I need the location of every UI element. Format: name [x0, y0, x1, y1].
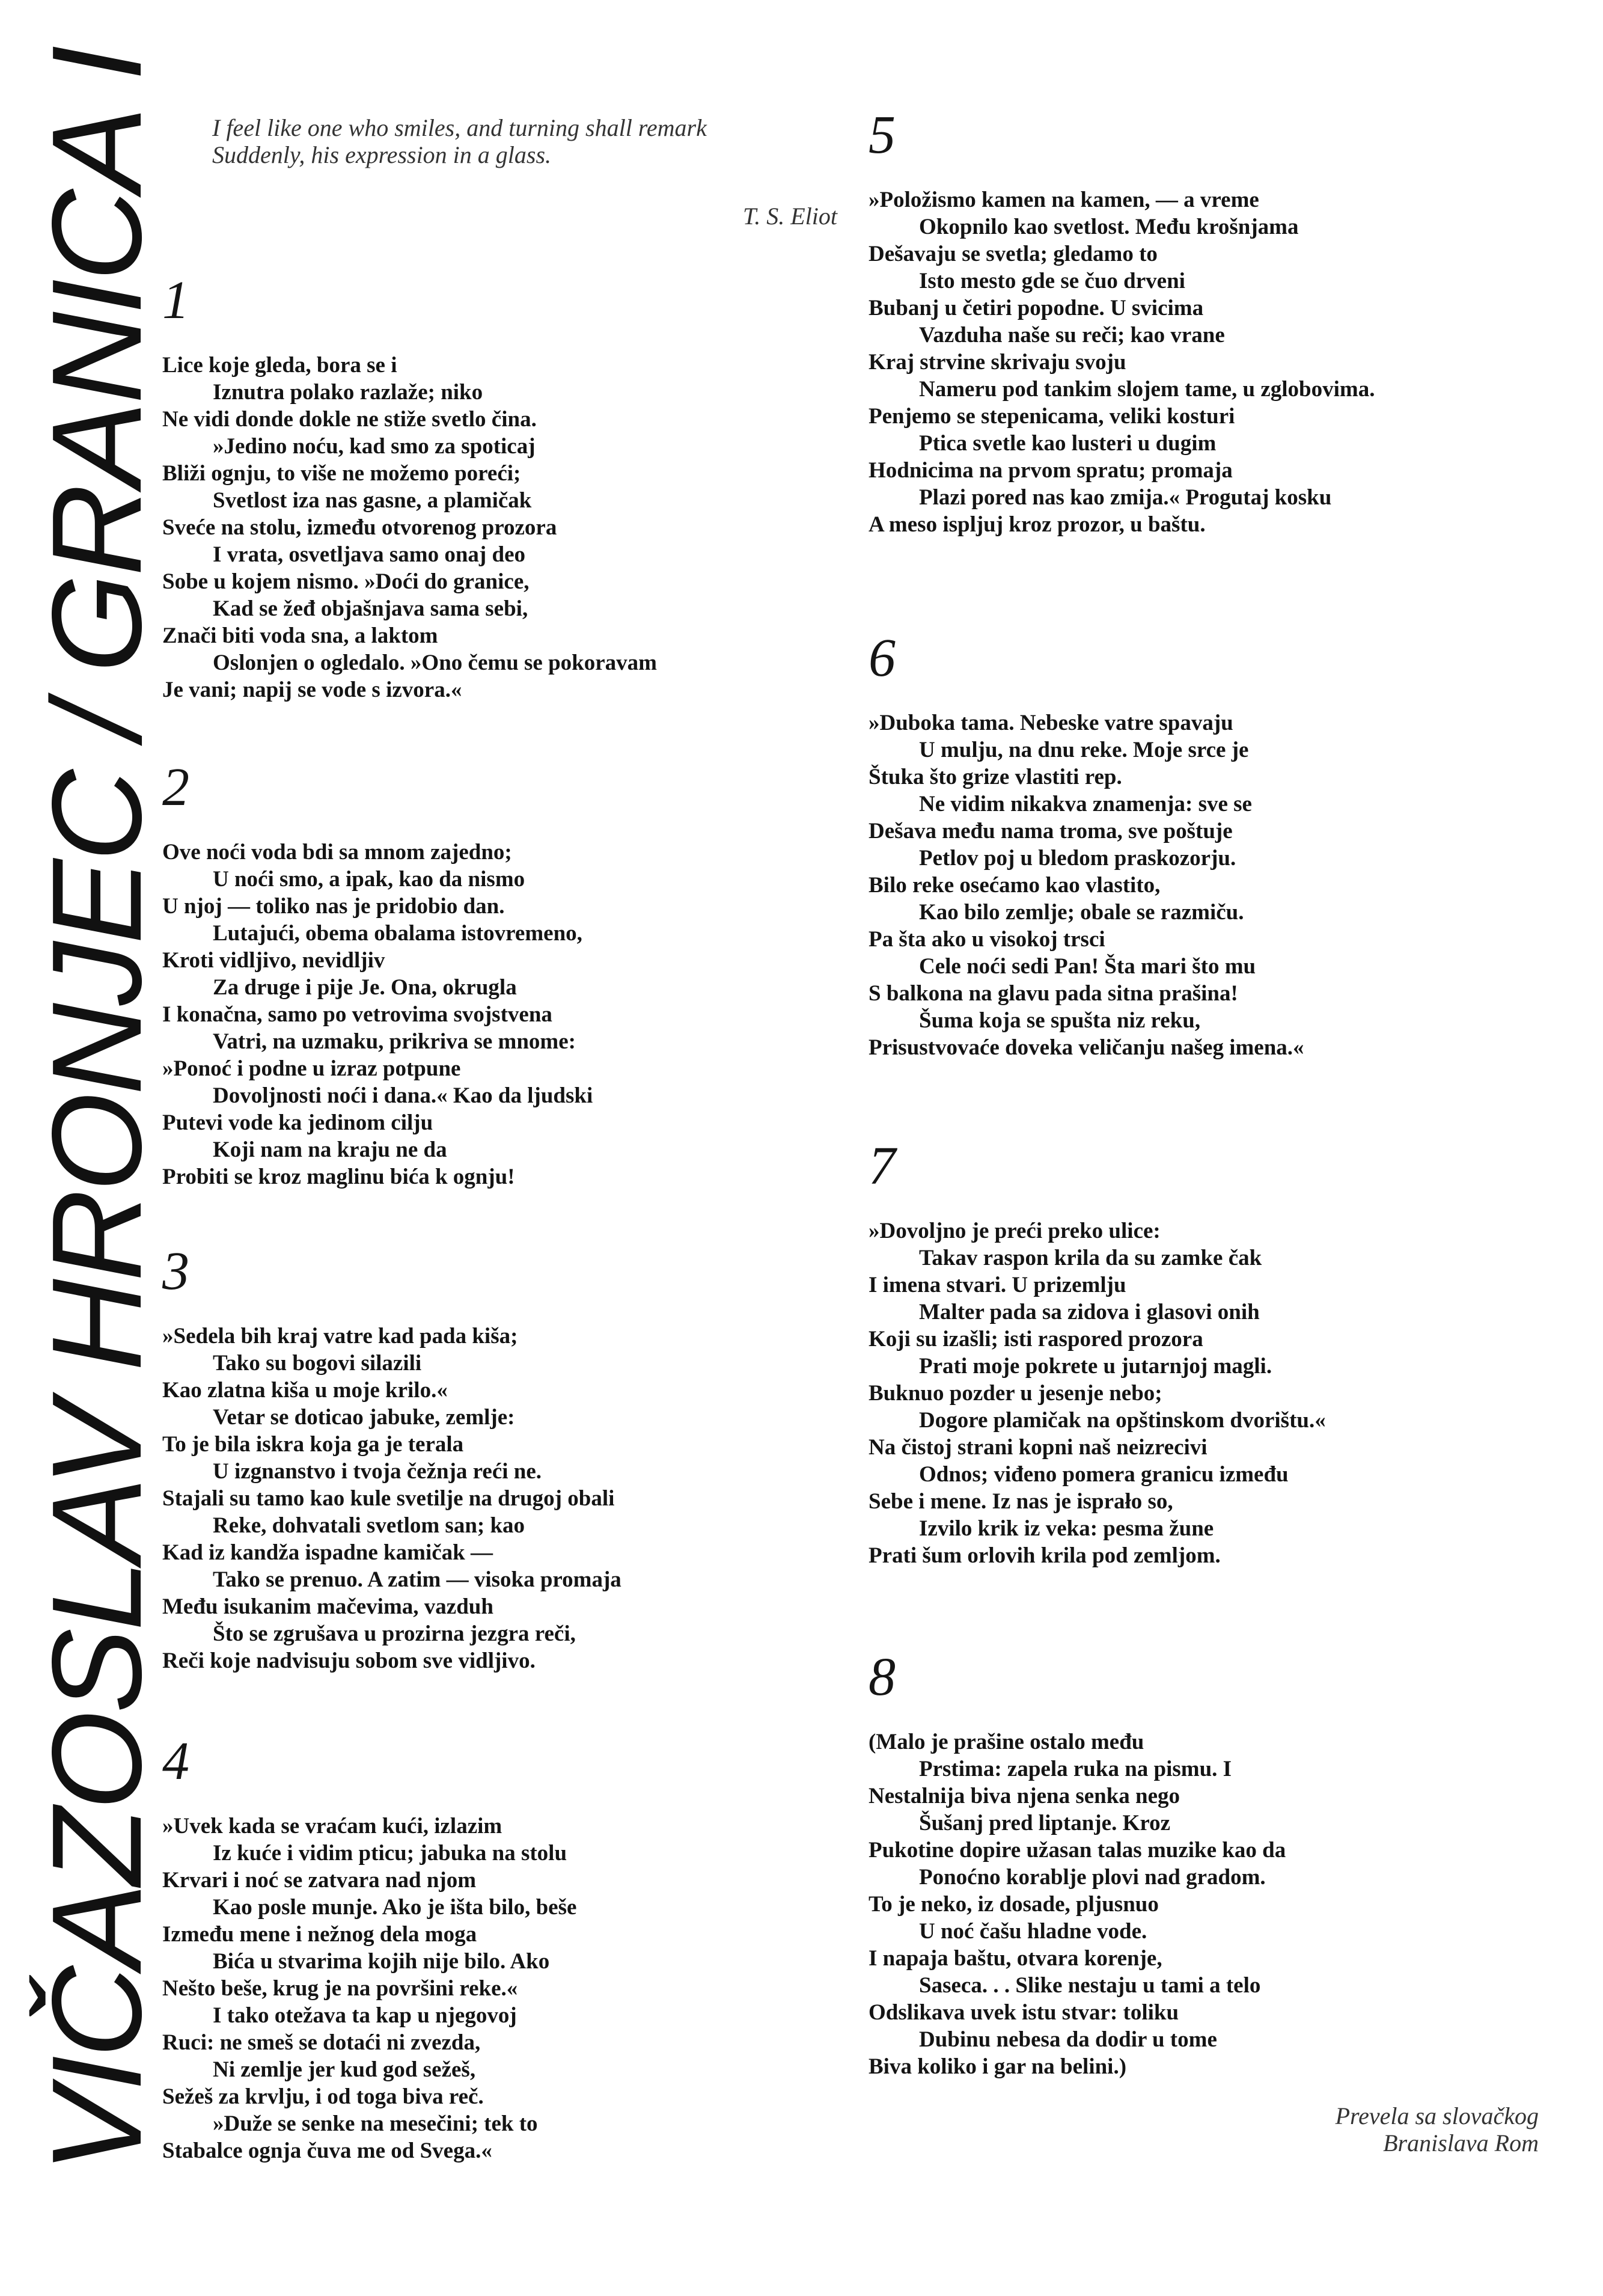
poem-line: (Malo je prašine ostalo među [869, 1730, 1144, 1754]
poem-line: Koji nam na kraju ne da [213, 1137, 447, 1162]
poem-line: Među isukanim mačevima, vazduh [162, 1594, 493, 1619]
stanza [162, 1813, 763, 2164]
poem-line: Šušanj pred liptanje. Kroz [919, 1811, 1171, 1835]
poem-line: Ptica svetle kao lusteri u dugim [919, 431, 1217, 456]
section-number: 3 [162, 1241, 189, 1301]
poem-line: Malter pada sa zidova i glasovi onih [919, 1300, 1260, 1324]
poem-line: Dovoljnosti noći i dana.« Kao da ljudski [213, 1083, 593, 1108]
poem-line: Sobe u kojem nismo. »Doći do granice, [162, 569, 530, 594]
poem-line: Ruci: ne smeš se dotaći ni zvezda, [162, 2030, 481, 2055]
epigraph-line: Suddenly, his expression in a glass. [212, 141, 552, 168]
poem-line: Isto mesto gde se čuo drveni [919, 269, 1185, 293]
poem-line: »Sedela bih kraj vatre kad pada kiša; [162, 1324, 518, 1349]
poem-line: Oslonjen o ogledalo. »Ono čemu se pokoravam [213, 651, 657, 675]
poem-line: Penjemo se stepenicama, veliki kosturi [869, 404, 1235, 429]
poem-line: Reči koje nadvisuju sobom sve vidljivo. [162, 1649, 536, 1673]
poem-line: To je neko, iz dosade, pljusnuo [869, 1892, 1159, 1917]
poem-line: Odslikava uvek istu stvar: toliku [869, 2000, 1179, 2025]
poem-line: Bića u stvarima kojih nije bilo. Ako [213, 1949, 550, 1974]
poem-line: Prati šum orlovih krila pod zemljom. [869, 1543, 1221, 1568]
poem-line: Reke, dohvatali svetlom san; kao [213, 1513, 525, 1538]
poem-line: Nešto beše, krug je na površini reke.« [162, 1976, 518, 2001]
poem-line: Kao bilo zemlje; obale se razmiču. [919, 900, 1244, 925]
poem-line: I vrata, osvetljava samo onaj deo [213, 542, 526, 567]
vertical-title: VIČAZOSLAV HRONJEC / GRANICA I [25, 47, 168, 2173]
poem-line: Dogore plamičak na opštinskom dvorištu.« [919, 1408, 1326, 1433]
section-number: 5 [869, 105, 896, 165]
poem-line: Buknuo pozder u jesenje nebo; [869, 1381, 1162, 1406]
poem-line: Za drugе i pije Je. Ona, okrugla [213, 975, 517, 1000]
poem-line: Biva koliko i gar na belini.) [869, 2054, 1127, 2079]
poem-line: Šuma koja se spušta niz reku, [919, 1008, 1201, 1033]
section-number: 7 [869, 1136, 896, 1196]
poem-line: »Uvek kada se vraćam kući, izlazim [162, 1814, 502, 1838]
translator-line: Prevela sa slovačkog [1335, 2102, 1539, 2129]
poem-line: U izgnanstvo i tvoja čežnja reći ne. [213, 1459, 542, 1484]
poem-line: Dešavaju se svetla; gledamo to [869, 242, 1158, 266]
poem-line: Ne vidim nikakva znamenja: sve se [919, 792, 1252, 816]
poem-section-3 [162, 1241, 763, 1674]
poem-line: Hodnicima na prvom spratu; promaja [869, 458, 1233, 483]
poem-line: Dubinu nebesa da dodir u tome [919, 2027, 1217, 2052]
poem-line: Pa šta ako u visokoj trsci [869, 927, 1105, 952]
poem-line: Vatri, na uzmaku, prikriva se mnome: [213, 1029, 576, 1054]
poem-line: Ni zemlje jer kud god sežeš, [213, 2057, 476, 2082]
poem-line: Vetar se doticao jabuke, zemlje: [213, 1405, 515, 1430]
stanza [162, 1323, 763, 1674]
poem-line: »Položismo kamen na kamen, — a vreme [869, 188, 1259, 212]
poem-line: Kao posle munje. Ako je išta bilo, beše [213, 1895, 577, 1920]
poem-line: Lutajući, obema obalama istovremeno, [213, 921, 582, 946]
poem-line: Znači biti voda sna, a laktom [162, 623, 438, 648]
poem-line: Koji su izašli; isti raspored prozora [869, 1327, 1203, 1352]
poem-line: Dešava među nama troma, sve poštuje [869, 819, 1233, 843]
poem-line: Između mene i nežnog dela moga [162, 1922, 477, 1947]
poem-line: Takav raspon krila da su zamke čak [919, 1246, 1262, 1270]
poem-section-5 [869, 105, 1470, 538]
poem-line: Lice koje gleda, bora se i [162, 353, 397, 378]
section-number: 1 [162, 271, 189, 330]
poem-line: U noć čašu hladne vode. [919, 1919, 1147, 1944]
poem-line: Što se zgrušava u prozirna jezgra reči, [213, 1621, 576, 1646]
poem-line: Tako su bogovi silazili [213, 1351, 422, 1376]
poem-line: Cele noći sedi Pan! Šta mari što mu [919, 954, 1256, 979]
poem-line: Nameru pod tankim slojem tame, u zglobovima. [919, 377, 1375, 402]
poem-line: Kad iz kandža ispadne kamičak — [162, 1540, 493, 1565]
stanza [869, 186, 1470, 538]
translator-credit [1336, 2102, 1539, 2157]
stanza [869, 1217, 1470, 1569]
poem-line: Stabalce ognja čuva me od Svega.« [162, 2138, 492, 2163]
poem-line: Ove noći voda bdi sa mnom zajedno; [162, 840, 512, 865]
poem-line: Svetlost iza nas gasne, a plamičak [213, 488, 532, 513]
poem-line: Plazi pored nas kao zmija.« Progutaj kosku [919, 485, 1332, 510]
poem-line: »Dovoljno je preći preko ulice: [869, 1219, 1161, 1243]
poem-line: Kraj strvine skrivaju svoju [869, 350, 1126, 375]
poem-line: Sveće na stolu, između otvorenog prozora [162, 515, 557, 540]
poem-line: Okopnilo kao svetlost. Među krošnjama [919, 215, 1299, 239]
poem-line: Saseca. . . Slike nestaju u tami a telo [919, 1973, 1261, 1998]
poem-line: Kao zlatna kiša u moje krilo.« [162, 1378, 448, 1403]
section-number: 6 [869, 628, 896, 688]
poem-line: Ne vidi donde dokle ne stiže svetlo čina. [162, 407, 537, 432]
poem-line: U njoj — toliko nas je pridobio dan. [162, 894, 505, 919]
poem-section-8 [869, 1647, 1470, 2080]
poem-line: S balkona na glavu pada sitna prašina! [869, 981, 1238, 1006]
poem-line: I tako otežava ta kap u njegovoj [213, 2003, 517, 2028]
poem-line: Vazduha naše su reči; kao vrane [919, 323, 1225, 347]
poem-section-1 [162, 271, 763, 703]
poem-section-4 [162, 1731, 763, 2164]
poem-line: »Ponoć i podne u izraz potpune [162, 1056, 461, 1081]
poem-line: Kad se žeđ objašnjava sama sebi, [213, 596, 528, 621]
poem-line: Krvari i noć se zatvara nad njom [162, 1868, 477, 1893]
poem-line: Petlov poj u bledom praskozorju. [919, 846, 1236, 871]
poem-line: Sežeš za krvlju, i od toga biva reč. [162, 2084, 484, 2109]
poem-section-7 [869, 1136, 1470, 1569]
poem-line: Probiti se kroz maglinu bića k ognju! [162, 1165, 515, 1189]
poem-line: Stajali su tamo kao kule svetilje na drugoj obali [162, 1486, 615, 1511]
stanza [869, 709, 1470, 1061]
poem-line: Kroti vidljivo, nevidljiv [162, 948, 385, 973]
poem-line: »Duže se senke na mesečini; tek to [213, 2111, 538, 2136]
poem-line: Nestalnija biva njena senka nego [869, 1784, 1180, 1808]
poem-line: Putevi vode ka jedinom cilju [162, 1110, 433, 1135]
epigraph-line: I feel like one who smiles, and turning shall remark [212, 114, 707, 141]
poem-line: Štuka što grize vlastiti rep. [869, 765, 1122, 789]
poem-line: Prati moje pokrete u jutarnjoj magli. [919, 1354, 1272, 1379]
stanza [869, 1728, 1470, 2080]
poem-line: Prisustvovaće doveka veličanju našeg imena.« [869, 1035, 1304, 1060]
poem-line: Prstima: zapela ruka na pismu. I [919, 1757, 1232, 1781]
epigraph-author: T. S. Eliot [742, 203, 837, 230]
section-number: 2 [162, 758, 189, 817]
poem-line: Tako se prenuo. A zatim — visoka promaja [213, 1567, 621, 1592]
poem-line: Je vani; napij se vode s izvora.« [162, 678, 462, 702]
section-number: 8 [869, 1647, 896, 1707]
poem-line: Na čistoj strani kopni naš neizrecivi [869, 1435, 1208, 1460]
epigraph [212, 114, 837, 230]
poem-line: To je bila iskra koja ga je terala [162, 1432, 464, 1457]
poem-line: Ponoćno korablje plovi nad gradom. [919, 1865, 1266, 1890]
poem-line: Odnos; viđeno pomera granicu između [919, 1462, 1289, 1487]
poem-line: U mulju, na dnu reke. Moje srce je [919, 738, 1249, 762]
poem-section-2 [162, 758, 763, 1190]
section-number: 4 [162, 1731, 189, 1791]
poem-line: I konačna, samo po vetrovima svojstvena [162, 1002, 552, 1027]
stanza [162, 839, 763, 1190]
poem-line: »Duboka tama. Nebeske vatre spavaju [869, 711, 1233, 735]
poem-line: U noći smo, a ipak, kao da nismo [213, 867, 525, 892]
poem-line: Izvilo krik iz veka: pesma žune [919, 1516, 1214, 1541]
poem-line: Bliži ognju, to više ne možemo poreći; [162, 461, 521, 486]
poem-line: Pukotine dopire užasan talas muzike kao da [869, 1838, 1286, 1863]
translator-line: Branislava Rom [1383, 2129, 1539, 2157]
poem-line: Sebe i mene. Iz nas je isprało so, [869, 1489, 1173, 1514]
poem-line: I imena stvari. U prizemlju [869, 1273, 1126, 1297]
stanza [162, 352, 763, 703]
poem-line: »Jedino noću, kad smo za spoticaj [213, 434, 536, 459]
poem-line: I napaja baštu, otvara korenje, [869, 1946, 1162, 1971]
poem-line: A meso ispljuj kroz prozor, u baštu. [869, 512, 1206, 537]
poem-section-6 [869, 628, 1470, 1061]
poem-line: Bilo reke osećamo kao vlastito, [869, 873, 1161, 898]
poem-line: Bubanj u četiri popodne. U svicima [869, 296, 1204, 320]
poem-line: Iz kuće i vidim pticu; jabuka na stolu [213, 1841, 567, 1866]
poem-line: Iznutra polako razlaže; niko [213, 380, 483, 405]
